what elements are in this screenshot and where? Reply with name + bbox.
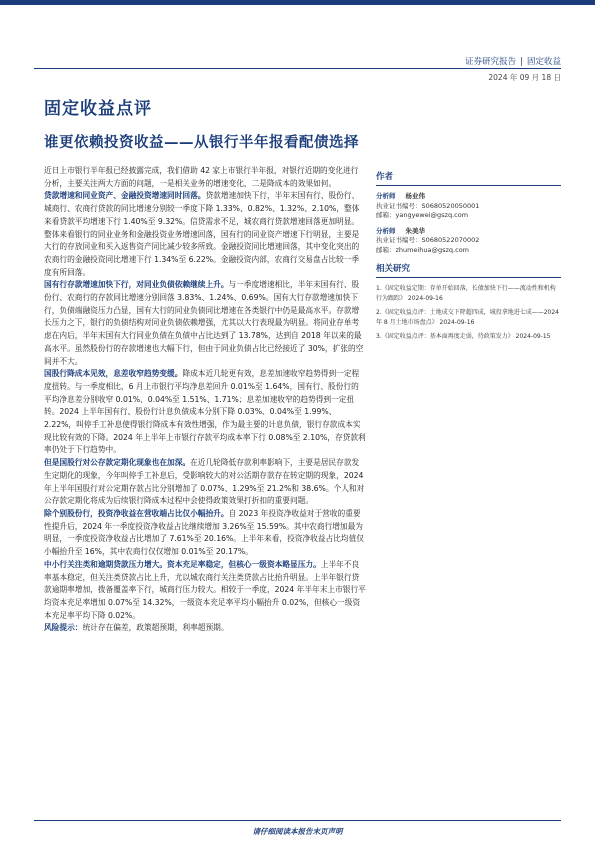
paragraph-heading: 但是国股行对公存款定期化现象也在加深。 (44, 458, 191, 468)
analyst-role: 分析师 (376, 192, 396, 200)
analyst-name-row (376, 192, 561, 202)
sidebar (376, 170, 561, 346)
category-label: 证券研究报告 (465, 57, 517, 67)
doc-type: 固定收益点评 (44, 99, 152, 119)
risk-text: 统计存在偏差，政策超预期，利率超预期。 (82, 623, 229, 633)
analyst-role: 分析师 (376, 226, 396, 235)
authors-heading: 作者 (376, 170, 561, 186)
subcategory-label: 固定收益 (526, 57, 561, 67)
analyst-email-row (376, 211, 561, 221)
page-title: 谁更依赖投资收益——从银行半年报看配债选择 (44, 135, 359, 151)
paragraph-deposits (44, 279, 366, 368)
related-research-heading: 相关研究 (376, 262, 561, 278)
paragraph-text: 贷款增速加快下行，半年末国有行、股份行、城商行、农商行贷款的同比增速分别较一季度下降 1.33%、0.82%、1.32%、2.10%，整体来看贷款平均增速下行 1.40%至 9.32%。信贷需求不足，城农商行贷款增速回落更加明显。整体来看银行的同业业务和金融投资业务增速回落，国有行的同业资产增速下行明显，主要是大行的存放同业和买入返售资产同比减少较多所致。金融投资同比增速回落，其中变化突出的农商行的金融投资同比增速下行 1.34%至 6.22%。金融投资内部，农商行交易盘占比较一季度有所回落。 (44, 191, 360, 277)
analyst-email-link[interactable]: yangyewei@gszq.com (395, 211, 469, 220)
paragraph-heading: 国股行降成本见效，息差收窄趋势变缓。 (44, 369, 183, 379)
paragraph-heading: 除个别股份行，投资净收益在营收端占比仅小幅抬升。 (44, 508, 229, 518)
paragraph-text: 降成本近几轮更有效，息差加速收窄趋势得到一定程度扭转。与一季度相比，6 月上市银行平均净息差回升 0.01%至 1.64%，国有行、股份行的平均净息差分别收窄 0.01%、0.04%至 1.51%、1.71%；息差加速收窄的趋势得到一定扭转。2024 上半年国有行、股份行计息负债成本分别下降 0.03%、0.04%至 1.99%、2.22%，叫停手工补息使得银行降成本有效性增强，作为最主要的计息负债，银行存款成本实现比较有效的下降。2024 年上半年上市银行存款平均成本率下行 0.08%至 2.10%，存贷款利率仍处于下行趋势中。 (44, 369, 366, 455)
analyst-name-row (376, 227, 561, 237)
paragraph-text: 与一季度增速相比，半年末国有行、股份行、农商行的存款同比增速分别回落 3.83%、1.24%、0.69%。国有大行存款增速加快下行，负债端融资压力凸显，国有大行的同业负债同比增速在各类银行中仍是最高水平。存款增长压力之下，银行的负债结构对同业负债依赖增强，尤其以大行表现最为明显。将同业存单考虑在内后，半年末国有大行同业负债在负债中占比达到了 13.78%，达到自 2018 年以来的最高水平。虽然股份行的存款增速也大幅下行，但由于同业负债占比已经接近了 30%，扩张的空间并不大。 (44, 280, 364, 366)
paragraph-heading: 国有行存款增速加快下行，对同业负债依赖继续上升。 (44, 280, 229, 290)
paragraph-text: 自 2023 年投资净收益对于营收的重要性提升后，2024 年一季度投资净收益占比继续增加 3.26%至 15.59%。其中农商行增加最为明显，一季度投资净收益占比增加了 7.61%至 20.16%。上半年来看，投资净收益占比均值仅小幅抬升至 16%，其中农商行仅仅增加 0.01%至 20.17%。 (44, 508, 364, 557)
report-category (465, 55, 561, 67)
analyst-email-row (376, 246, 561, 256)
cert-label: 执业证书编号： (376, 201, 422, 210)
report-body (44, 165, 366, 635)
paragraph-text: 在近几轮降低存款利率影响下，主要是居民存款发生定期化的现象，今年叫停手工补息后，受影响较大的对公活期存款存在转定期的现象，2024 年上半年国股行对公定期存款占比分别增加了 0.07%、1.29%至 21.2%和 38.6%。个人和对公存款定期化将成为后续银行降成本过程中会使得政策效果打折扣的重要问题。 (44, 458, 365, 506)
category-separator: | (520, 57, 523, 67)
analyst-name: 朱美华 (405, 226, 425, 235)
paragraph-term-deposits (44, 457, 366, 508)
related-research-link[interactable]: 1.《固定收益定期：存单开始回落，长债加快下行——流动性和机构行为跟踪》 2024-09-16 (376, 284, 556, 302)
footer-divider (34, 820, 561, 821)
report-date: 2024 年 09 月 18 日 (488, 73, 561, 82)
paragraph-text: 上半年不良率基本稳定，但关注类贷款占比上升，尤以城农商行关注类贷款占比抬升明显。上半年银行贷款逾期率增加，拨备覆盖率下行，城商行压力较大。相较于一季度，2024 年半年末上市银行平均资本充足率增加 0.07%至 14.32%，一级资本充足率平均小幅抬升 0.02%，但核心一级资本充足率平均下降 0.02%。 (44, 559, 366, 620)
analyst-card (376, 192, 561, 221)
paragraph-investment-income (44, 508, 366, 559)
paragraph-loans (44, 190, 366, 279)
email-label: 邮箱： (376, 211, 396, 220)
top-accent-bar (0, 0, 595, 5)
related-research-link[interactable]: 2.《固定收益点评：土地成交下降超四成，城投拿地进七成——2024 年 8 月土地市场盘点》 2024-09-16 (376, 308, 559, 326)
cert-number: S0680520050001 (421, 201, 480, 210)
related-research-link[interactable]: 3.《固定收益点评：基本面再度走弱，待政策发力》 2024-09-15 (376, 332, 551, 340)
header-divider (34, 68, 561, 69)
paragraph-asset-quality (44, 559, 366, 623)
email-label: 邮箱： (376, 245, 396, 254)
analyst-name: 杨业伟 (405, 192, 425, 200)
analyst-cert-row (376, 202, 561, 212)
paragraph-heading: 中小行关注类和逾期贷款压力增大。资本充足率稳定，但核心一级资本略显压力。 (44, 559, 321, 569)
risk-label: 风险提示： (44, 623, 83, 633)
analyst-card (376, 227, 561, 256)
analyst-cert-row (376, 236, 561, 246)
intro-paragraph: 近日上市银行半年报已经披露完成，我们借助 42 家上市银行半年报，对银行近期的变化进行分析，主要关注两大方面的问题，一是相关业务的增速变化，二是降成本的效果如何。 (44, 166, 359, 188)
paragraph-heading: 贷款增速和同业资产、金融投资增速同时回落。 (44, 191, 206, 201)
analyst-email-link[interactable]: zhumeihua@gszq.com (395, 245, 470, 254)
cert-number: S0680522070002 (421, 236, 480, 245)
risk-warning (44, 622, 366, 635)
cert-label: 执业证书编号： (376, 236, 422, 245)
footer-disclaimer: 请仔细阅读本报告末页声明 (252, 827, 343, 836)
paragraph-margin (44, 368, 366, 457)
